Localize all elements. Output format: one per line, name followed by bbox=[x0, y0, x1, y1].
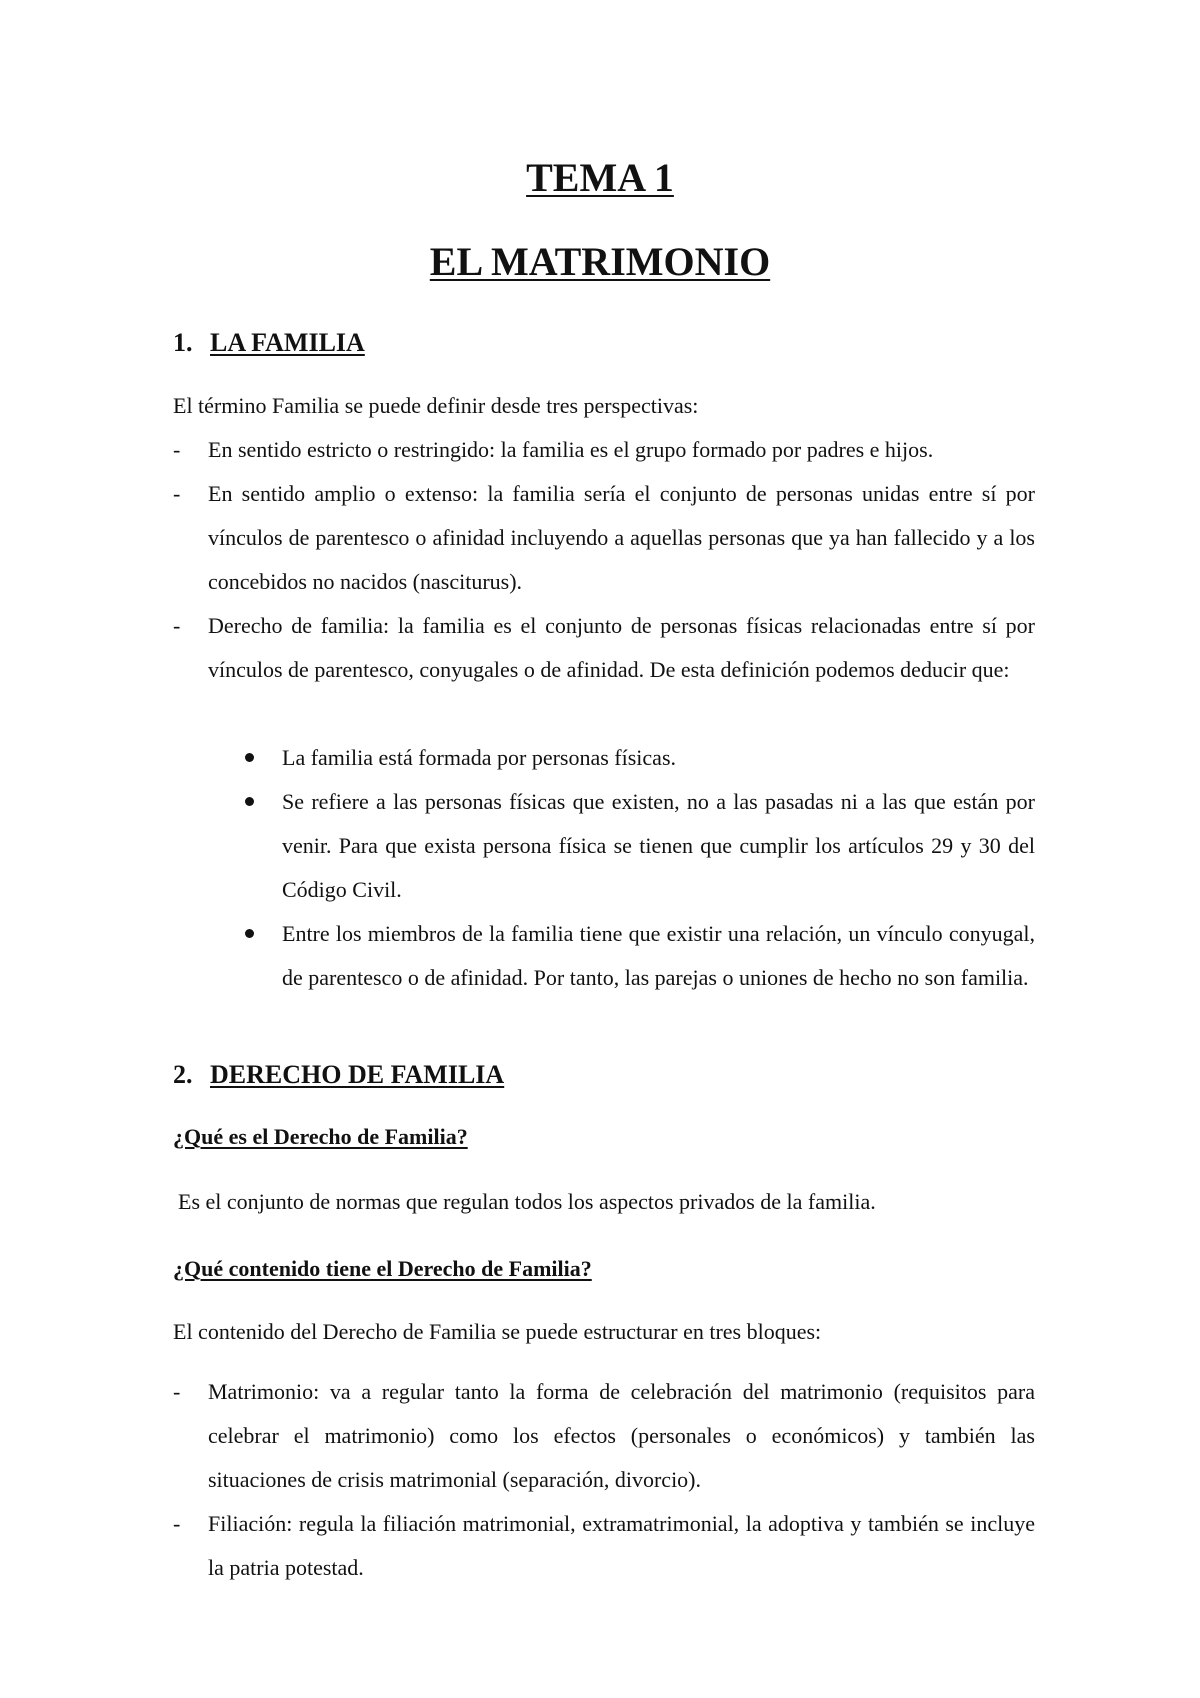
section-heading-la-familia bbox=[173, 328, 365, 358]
answer-paragraph: Es el conjunto de normas que regulan todos los aspectos privados de la familia. bbox=[178, 1189, 876, 1214]
section-title: LA FAMILIA bbox=[210, 328, 365, 357]
dash-marker: - bbox=[173, 1379, 181, 1404]
list-item bbox=[173, 472, 1035, 604]
dash-marker: - bbox=[173, 1511, 181, 1536]
bullet-item bbox=[245, 736, 1035, 780]
bullet-dot-icon bbox=[245, 929, 254, 938]
dash-marker: - bbox=[173, 613, 181, 638]
tema-heading: TEMA 1 bbox=[526, 155, 674, 200]
list-item-text: Derecho de familia: la familia es el conjunto de personas físicas relacionadas entre sí por vínculos de parentesco, conyugales o de afinidad. De esta definición podemos deducir que: bbox=[208, 613, 1035, 682]
section-number: 1. bbox=[173, 328, 193, 357]
list-item bbox=[173, 1370, 1035, 1502]
question-heading: ¿Qué es el Derecho de Familia? bbox=[173, 1124, 468, 1149]
document-title: EL MATRIMONIO bbox=[429, 239, 771, 284]
dash-marker: - bbox=[173, 437, 181, 462]
question-heading: ¿Qué contenido tiene el Derecho de Familia? bbox=[173, 1256, 592, 1281]
answer-paragraph: El contenido del Derecho de Familia se puede estructurar en tres bloques: bbox=[173, 1319, 822, 1344]
section-number: 2. bbox=[173, 1060, 193, 1089]
bullet-item bbox=[245, 912, 1035, 1000]
bullet-dot-icon bbox=[245, 753, 254, 762]
list-item-text: En sentido amplio o extenso: la familia sería el conjunto de personas unidas entre sí por vínculos de parentesco o afinidad incluyendo a aquellas personas que ya han fallecido y a los concebidos no nacidos (nasciturus). bbox=[208, 481, 1035, 594]
bullet-text: Se refiere a las personas físicas que existen, no a las pasadas ni a las que están por venir. Para que exista persona física se tienen que cumplir los artículos 29 y 30 del Código Civil. bbox=[282, 789, 1035, 902]
section-heading-derecho-de-familia bbox=[173, 1060, 504, 1090]
bullet-item bbox=[245, 780, 1035, 912]
list-item-text: Filiación: regula la filiación matrimonial, extramatrimonial, la adoptiva y también se incluye la patria potestad. bbox=[208, 1511, 1035, 1580]
bullet-text: Entre los miembros de la familia tiene que existir una relación, un vínculo conyugal, de parentesco o de afinidad. Por tanto, las parejas o uniones de hecho no son familia. bbox=[282, 921, 1035, 990]
list-item bbox=[173, 428, 1035, 472]
bullet-dot-icon bbox=[245, 797, 254, 806]
bullet-text: La familia está formada por personas físicas. bbox=[282, 745, 677, 770]
list-item bbox=[173, 604, 1035, 692]
list-item bbox=[173, 1502, 1035, 1590]
intro-paragraph: El término Familia se puede definir desde tres perspectivas: bbox=[173, 393, 699, 418]
dash-marker: - bbox=[173, 481, 181, 506]
list-item-text: En sentido estricto o restringido: la familia es el grupo formado por padres e hijos. bbox=[208, 437, 934, 462]
list-item-text: Matrimonio: va a regular tanto la forma de celebración del matrimonio (requisitos para celebrar el matrimonio) como los efectos (personales o económicos) y también las situaciones de crisis matrimonial (separación, divorcio). bbox=[208, 1379, 1035, 1492]
section-title: DERECHO DE FAMILIA bbox=[210, 1060, 505, 1089]
